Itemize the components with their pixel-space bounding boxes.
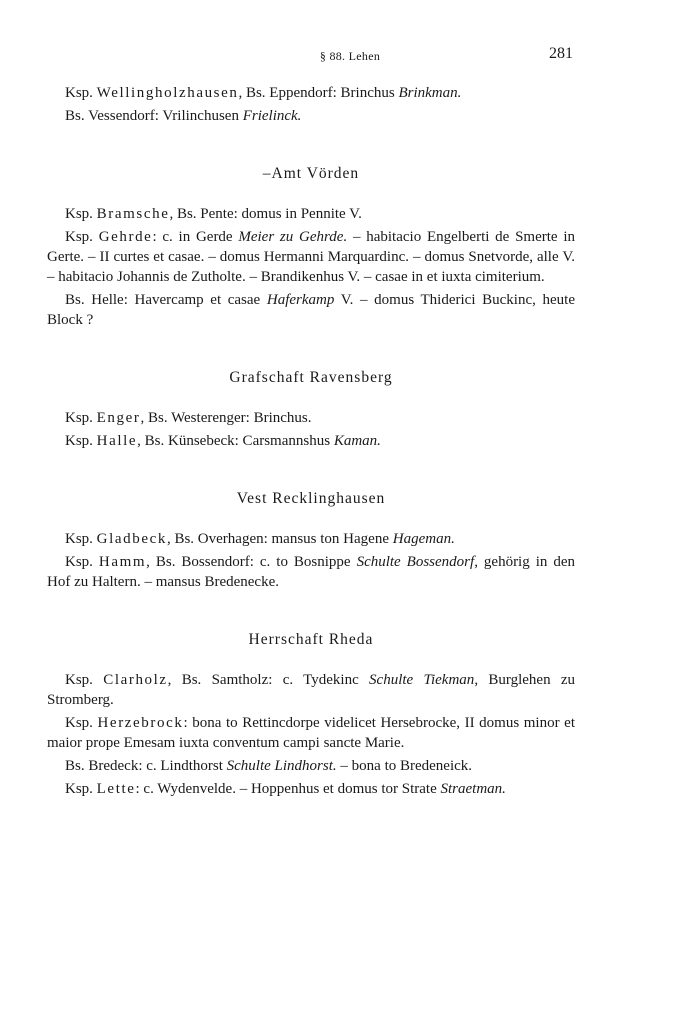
entry-text: – bona to Bredeneick.: [336, 758, 473, 774]
running-title: § 88. Lehen: [319, 49, 381, 63]
entry-text: : c. Wydenvelde. – Hoppenhus et domus tor Strate: [135, 781, 441, 797]
entry-text: , Bs. Bossendorf: c. to Bosnippe: [146, 554, 357, 570]
parish-name: Gehrde: [98, 229, 153, 245]
entry-paragraph: [47, 431, 575, 451]
entry-paragraph: [47, 83, 575, 103]
entry-text: , Bs. Westerenger: Brinchus.: [140, 410, 312, 426]
section-heading: –Amt Vörden: [262, 165, 360, 182]
farm-name-italic: Straetman.: [440, 781, 506, 797]
entry-text: Bs. Helle: Havercamp et casae: [65, 292, 267, 308]
entry-text: , Bs. Künsebeck: Carsmannshus: [137, 433, 334, 449]
entry-paragraph: [47, 106, 575, 126]
entry-paragraph: [47, 779, 575, 799]
entry-paragraph: [47, 756, 575, 776]
section-heading: Grafschaft Ravensberg: [229, 369, 393, 386]
entry-text: Ksp.: [65, 781, 97, 797]
entry-paragraph: [47, 713, 575, 753]
parish-name: Herzebrock: [97, 715, 184, 731]
farm-name-italic: Kaman.: [333, 433, 381, 449]
entry-text: Ksp.: [65, 85, 97, 101]
farm-name-italic: Meier zu Gehrde.: [238, 229, 348, 245]
body-text: [47, 83, 575, 799]
entry-text: – habitacio Engelberti de Smerte in Gerte. – II curtes et casae. – domus Hermanni Marquardinc. – domus Snetvorde, alle V. – habitacio Johannis de Zutholte. – Brandikenhus V. – casae in et iuxta cimiterium.: [47, 229, 576, 285]
entry-text: Ksp.: [65, 531, 97, 547]
entry-text: Ksp.: [65, 433, 97, 449]
entry-text: Ksp.: [65, 554, 99, 570]
entry-text: , Bs. Overhagen: mansus ton Hagene: [166, 531, 393, 547]
entry-paragraph: [47, 204, 575, 224]
parish-name: Bramsche: [96, 206, 170, 222]
entry-paragraph: [47, 552, 575, 592]
farm-name-italic: Schulte Lindhorst.: [226, 758, 337, 774]
entry-text: Bs. Vessendorf: Vrilinchusen: [65, 108, 243, 124]
parish-name: Enger: [96, 410, 141, 426]
parish-name: Clarholz: [103, 672, 168, 688]
farm-name-italic: Hageman.: [392, 531, 455, 547]
parish-name: Gladbeck: [96, 531, 167, 547]
entry-text: Bs. Bredeck: c. Lindthorst: [65, 758, 227, 774]
farm-name-italic: Frielinck.: [242, 108, 302, 124]
entry-paragraph: [47, 408, 575, 428]
entry-paragraph: [47, 290, 575, 330]
parish-name: Hamm: [98, 554, 147, 570]
entry-text: Ksp.: [65, 672, 104, 688]
parish-name: Halle: [96, 433, 138, 449]
entry-paragraph: [47, 227, 575, 287]
entry-paragraph: [47, 529, 575, 549]
parish-name: Wellingholzhausen: [96, 85, 239, 101]
entry-text: Ksp.: [65, 229, 99, 245]
entry-text: , gehörig in den Hof zu Haltern. – mansus Bredenecke.: [47, 554, 575, 590]
entry-text: Ksp.: [65, 410, 97, 426]
farm-name-italic: Schulte Bossendorf: [356, 554, 475, 570]
entry-text: : bona to Rettincdorpe videlicet Hersebrocke, II domus minor et maior prope Emesam iuxta conventum campi sancte Marie.: [47, 715, 575, 751]
entry-text: , Burglehen zu Stromberg.: [47, 672, 576, 708]
entry-text: Ksp.: [65, 206, 97, 222]
entry-text: , Bs. Eppendorf: Brinchus: [238, 85, 399, 101]
entry-text: Ksp.: [65, 715, 98, 731]
section-heading: Herrschaft Rheda: [248, 631, 374, 648]
entry-paragraph: [47, 670, 575, 710]
parish-name: Lette: [96, 781, 136, 797]
page-number: 281: [549, 45, 573, 62]
entry-text: : c. in Gerde: [152, 229, 239, 245]
entry-text: V. – domus Thiderici Buckinc, heute Block ?: [47, 292, 575, 328]
section-heading: Vest Recklinghausen: [236, 490, 386, 507]
farm-name-italic: Brinkman.: [398, 85, 462, 101]
farm-name-italic: Schulte Tiekman: [369, 672, 475, 688]
entry-text: , Bs. Samtholz: c. Tydekinc: [167, 672, 370, 688]
farm-name-italic: Haferkamp: [266, 292, 335, 308]
entry-text: , Bs. Pente: domus in Pennite V.: [169, 206, 362, 222]
